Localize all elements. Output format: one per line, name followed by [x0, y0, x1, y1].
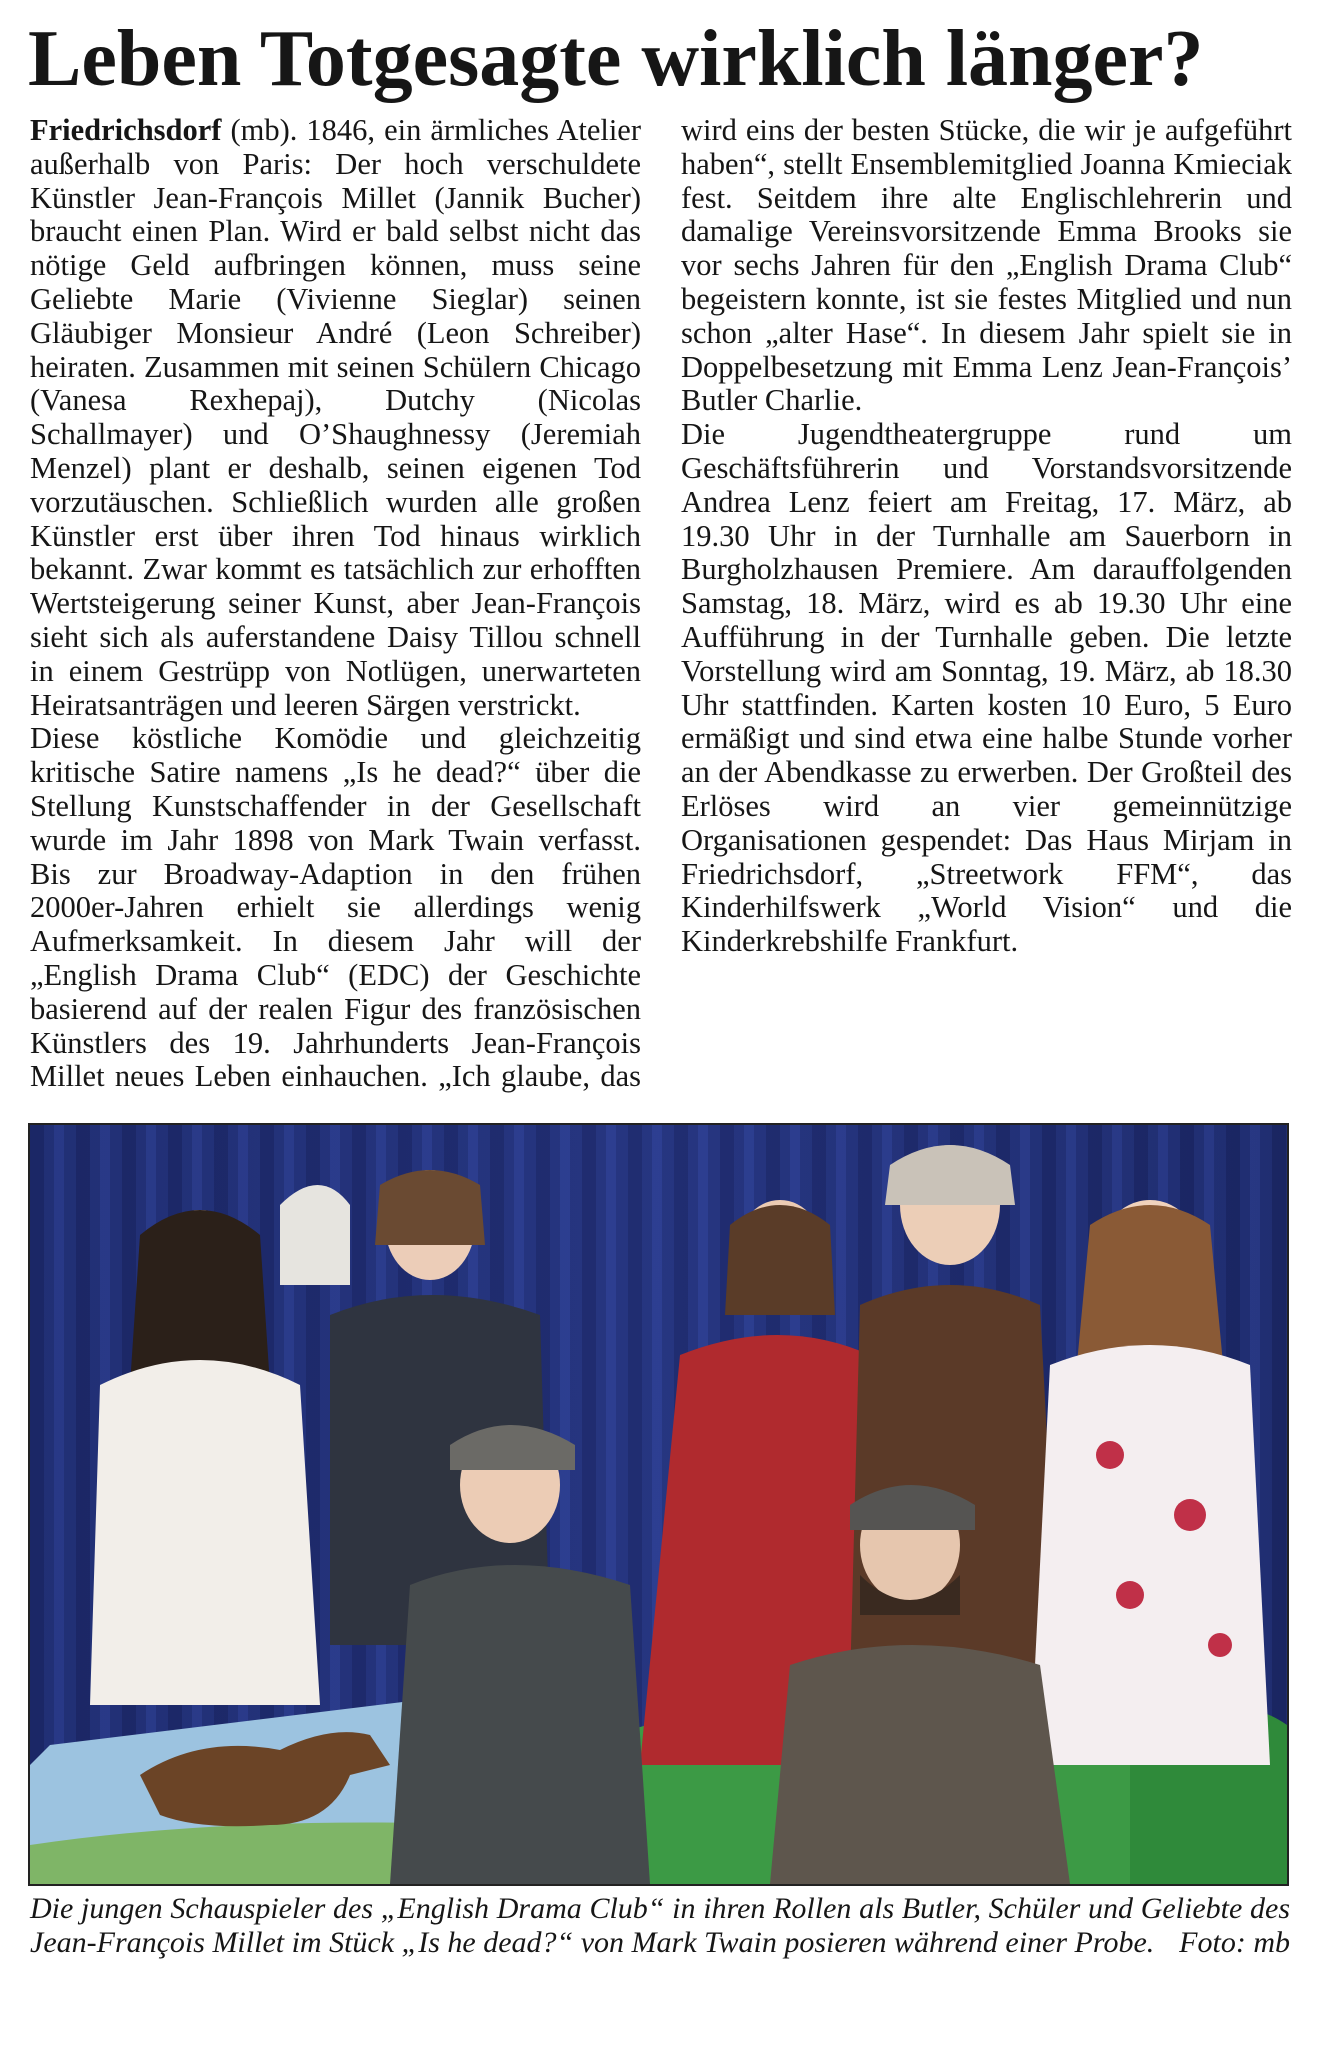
article-headline: Leben Totgesagte wirklich länger?: [28, 15, 1204, 103]
photo-caption-text: Die jungen Schauspieler des „English Drama Club“ in ihren Rollen als Butler, Schüler und Geliebte des Jean-François Millet im Stück „Is he dead?“ von Mark Twain posieren während einer Probe.: [30, 1892, 1290, 1959]
article-paragraph-1: [30, 114, 641, 722]
article-dateline: Friedrichsdorf: [30, 113, 222, 147]
photo-credit: Foto: mb: [1179, 1926, 1290, 1959]
article-paragraph-2: Diese köstliche Komödie und gleichzeitig kritische Satire namens „Is he dead?“ über die Stellung Kunstschaffender in der Gesellschaft wurde im Jahr 1898 von Mark Twain verfasst. Bis zur Broadway-Adaption in den frühen 2000er-Jahren erhielt sie allerdings wenig Aufmerksamkeit. In diesem Jahr will der „English Drama Club“ (EDC) der Geschichte basierend auf der realen Figur des französischen Künstlers des 19. Jahrhunderts Jean-François Millet neues Leben einhauchen. „Ich glaube, das wird eins der besten Stücke, die wir je aufgeführt haben“, stellt Ensemblemitglied Joanna Kmieciak fest. Seitdem ihre alte Englischlehrerin und damalige Vereinsvorsitzende Emma Brooks sie vor sechs Jahren für den „English Drama Club“ begeistern konnte, ist sie festes Mitglied und nun schon „alter Hase“. In diesem Jahr spielt sie in Doppelbesetzung mit Emma Lenz Jean-François’ Butler Charlie.: [30, 113, 1292, 1094]
article-paragraph-3: Die Jugendtheatergruppe rund um Geschäftsführerin und Vorstandsvorsitzende Andrea Lenz feiert am Freitag, 17. März, ab 19.30 Uhr in der Turnhalle am Sauerborn in Burgholzhausen Premiere. Am darauffolgenden Samstag, 18. März, wird es ab 19.30 Uhr eine Aufführung in der Turnhalle geben. Die letzte Vorstellung wird am Sonntag, 19. März, ab 18.30 Uhr stattfinden. Karten kosten 10 Euro, 5 Euro ermäßigt und sind etwa eine halbe Stunde vorher an der Abendkasse zu erwerben. Der Großteil des Erlöses wird an vier gemeinnützige Organisationen gespendet: Das Haus Mirjam in Friedrichsdorf, „Streetwork FFM“, das Kinderhilfswerk „World Vision“ und die Kinderkrebshilfe Frankfurt.: [681, 417, 1292, 959]
photo-caption: [30, 1892, 1290, 1960]
article-paragraph-1-text: (mb). 1846, ein ärmliches Atelier außerhalb von Paris: Der hoch verschuldete Künstler Jean-François Millet (Jannik Bucher) braucht einen Plan. Wird er bald selbst nicht das nötige Geld aufbringen können, muss seine Geliebte Marie (Vivienne Sieglar) seinen Gläubiger Monsieur André (Leon Schreiber) heiraten. Zusammen mit seinen Schülern Chicago (Vanesa Rexhepaj), Dutchy (Nicolas Schallmayer) und O’Shaughnessy (Jeremiah Menzel) plant er deshalb, seinen eigenen Tod vorzutäuschen. Schließlich wurden alle großen Künstler erst über ihren Tod hinaus wirklich bekannt. Zwar kommt es tatsächlich zur erhofften Wertsteigerung seiner Kunst, aber Jean-François sieht sich als auferstandene Daisy Tillou schnell in einem Gestrüpp von Notlügen, unerwarteten Heiratsanträgen und leeren Särgen verstrickt.: [30, 113, 641, 722]
article-body: [30, 114, 1292, 1104]
theatre-group-photo-illustration: [30, 1125, 1287, 1884]
article-photo: [28, 1123, 1289, 1886]
